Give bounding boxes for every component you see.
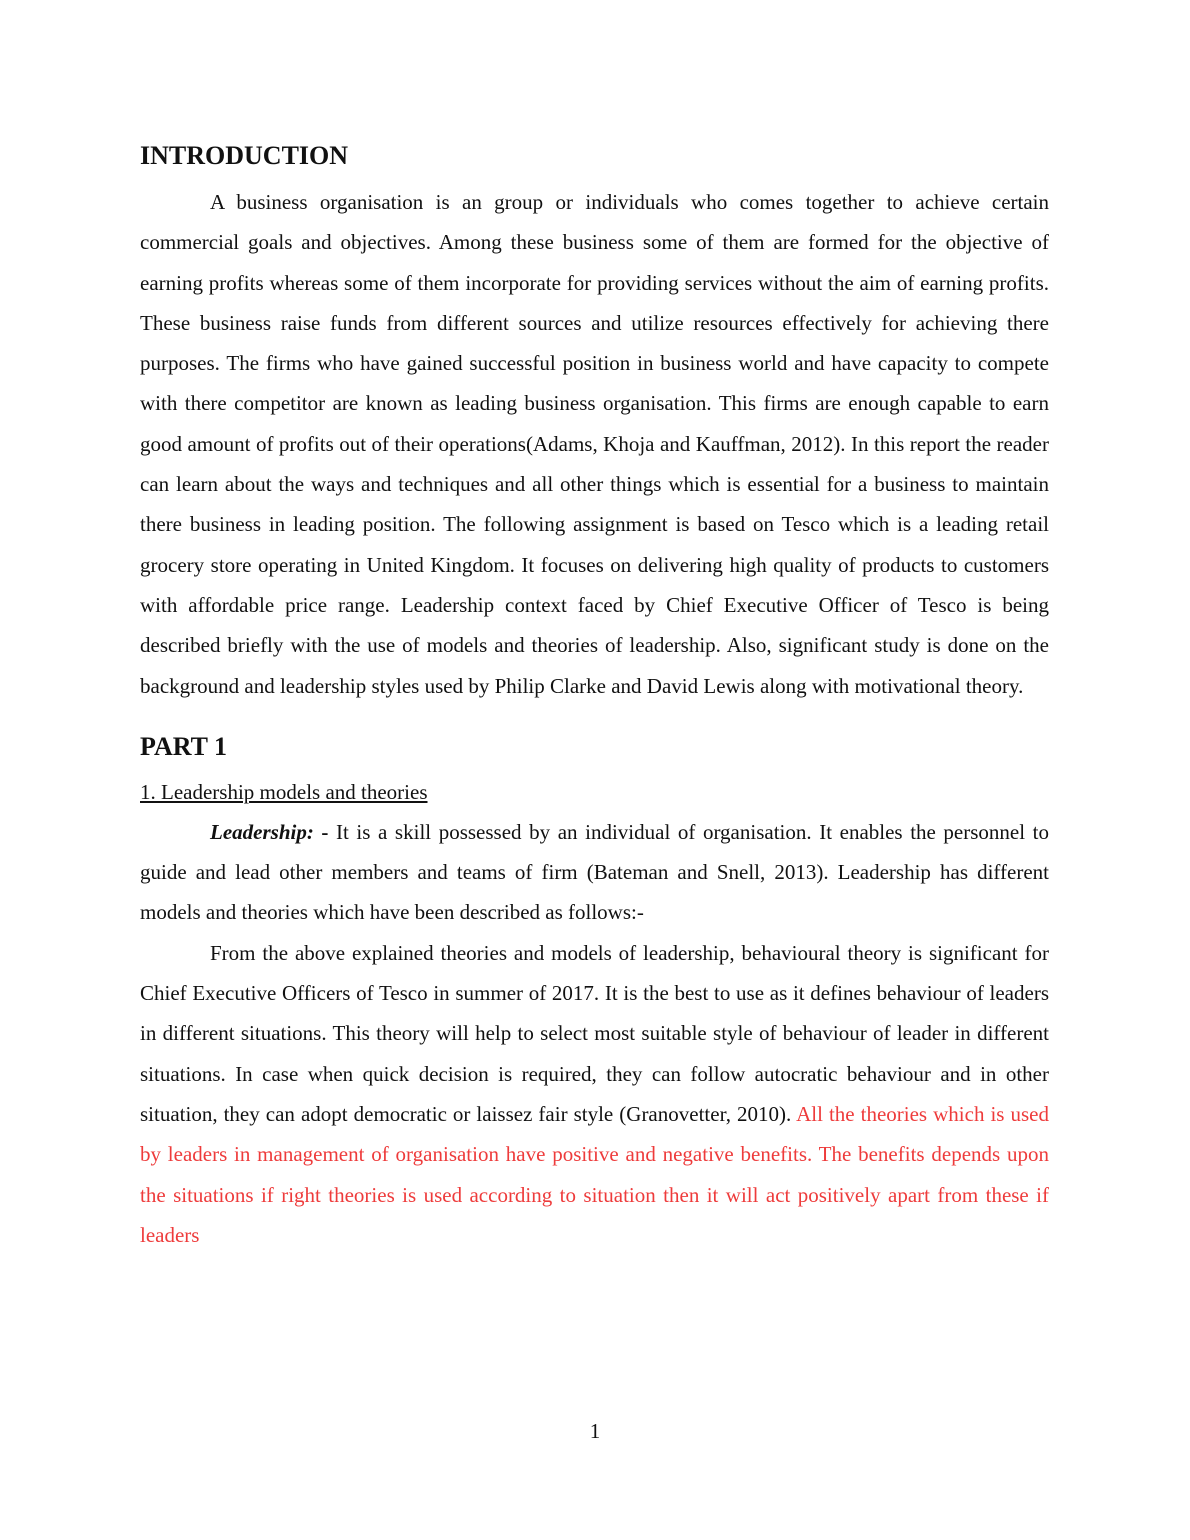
- part1-heading: PART 1: [140, 731, 227, 761]
- document-page: [140, 138, 1049, 1255]
- leadership-term: Leadership:: [210, 819, 314, 844]
- leadership-definition: It is a skill possessed by an individual of organisation. It enables the personnel to guide and lead other members and teams of firm (Bateman and Snell, 2013). Leadership has different models and theories which have been described as follows:-: [140, 819, 1049, 925]
- highlighted-text: All the theories which is used by leaders in management of organisation have positive and negative benefits. The benefits depends upon the situations if right theories is used according to situation then it will act positively apart from these if leaders: [140, 1101, 1049, 1247]
- conclusion-paragraph: [140, 933, 1049, 1255]
- introduction-heading: INTRODUCTION: [140, 141, 349, 170]
- leadership-dash: -: [313, 819, 329, 844]
- leadership-paragraph: [140, 812, 1049, 933]
- conclusion-text: From the above explained theories and models of leadership, behavioural theory is significant for Chief Executive Officers of Tesco in summer of 2017. It is the best to use as it defines behaviour of leaders in different situations. This theory will help to select most suitable style of behaviour of leader in different situations. In case when quick decision is required, they can follow autocratic behaviour and in other situation, they can adopt democratic or laissez fair style (Granovetter, 2010).: [140, 940, 1049, 1126]
- section-subheading: 1. Leadership models and theories: [140, 779, 428, 804]
- introduction-paragraph: A business organisation is an group or individuals who comes together to achieve certain commercial goals and objectives. Among these business some of them are formed for the objective of earning profits whereas some of them incorporate for providing services without the aim of earning profits. These business raise funds from different sources and utilize resources effectively for achieving there purposes. The firms who have gained successful position in business world and have capacity to compete with there competitor are known as leading business organisation. This firms are enough capable to earn good amount of profits out of their operations(Adams, Khoja and Kauffman, 2012). In this report the reader can learn about the ways and techniques and all other things which is essential for a business to maintain there business in leading position. The following assignment is based on Tesco which is a leading retail grocery store operating in United Kingdom. It focuses on delivering high quality of products to customers with affordable price range. Leadership context faced by Chief Executive Officer of Tesco is being described briefly with the use of models and theories of leadership. Also, significant study is done on the background and leadership styles used by Philip Clarke and David Lewis along with motivational theory.: [140, 190, 1049, 698]
- page-number: 1: [589, 1419, 601, 1443]
